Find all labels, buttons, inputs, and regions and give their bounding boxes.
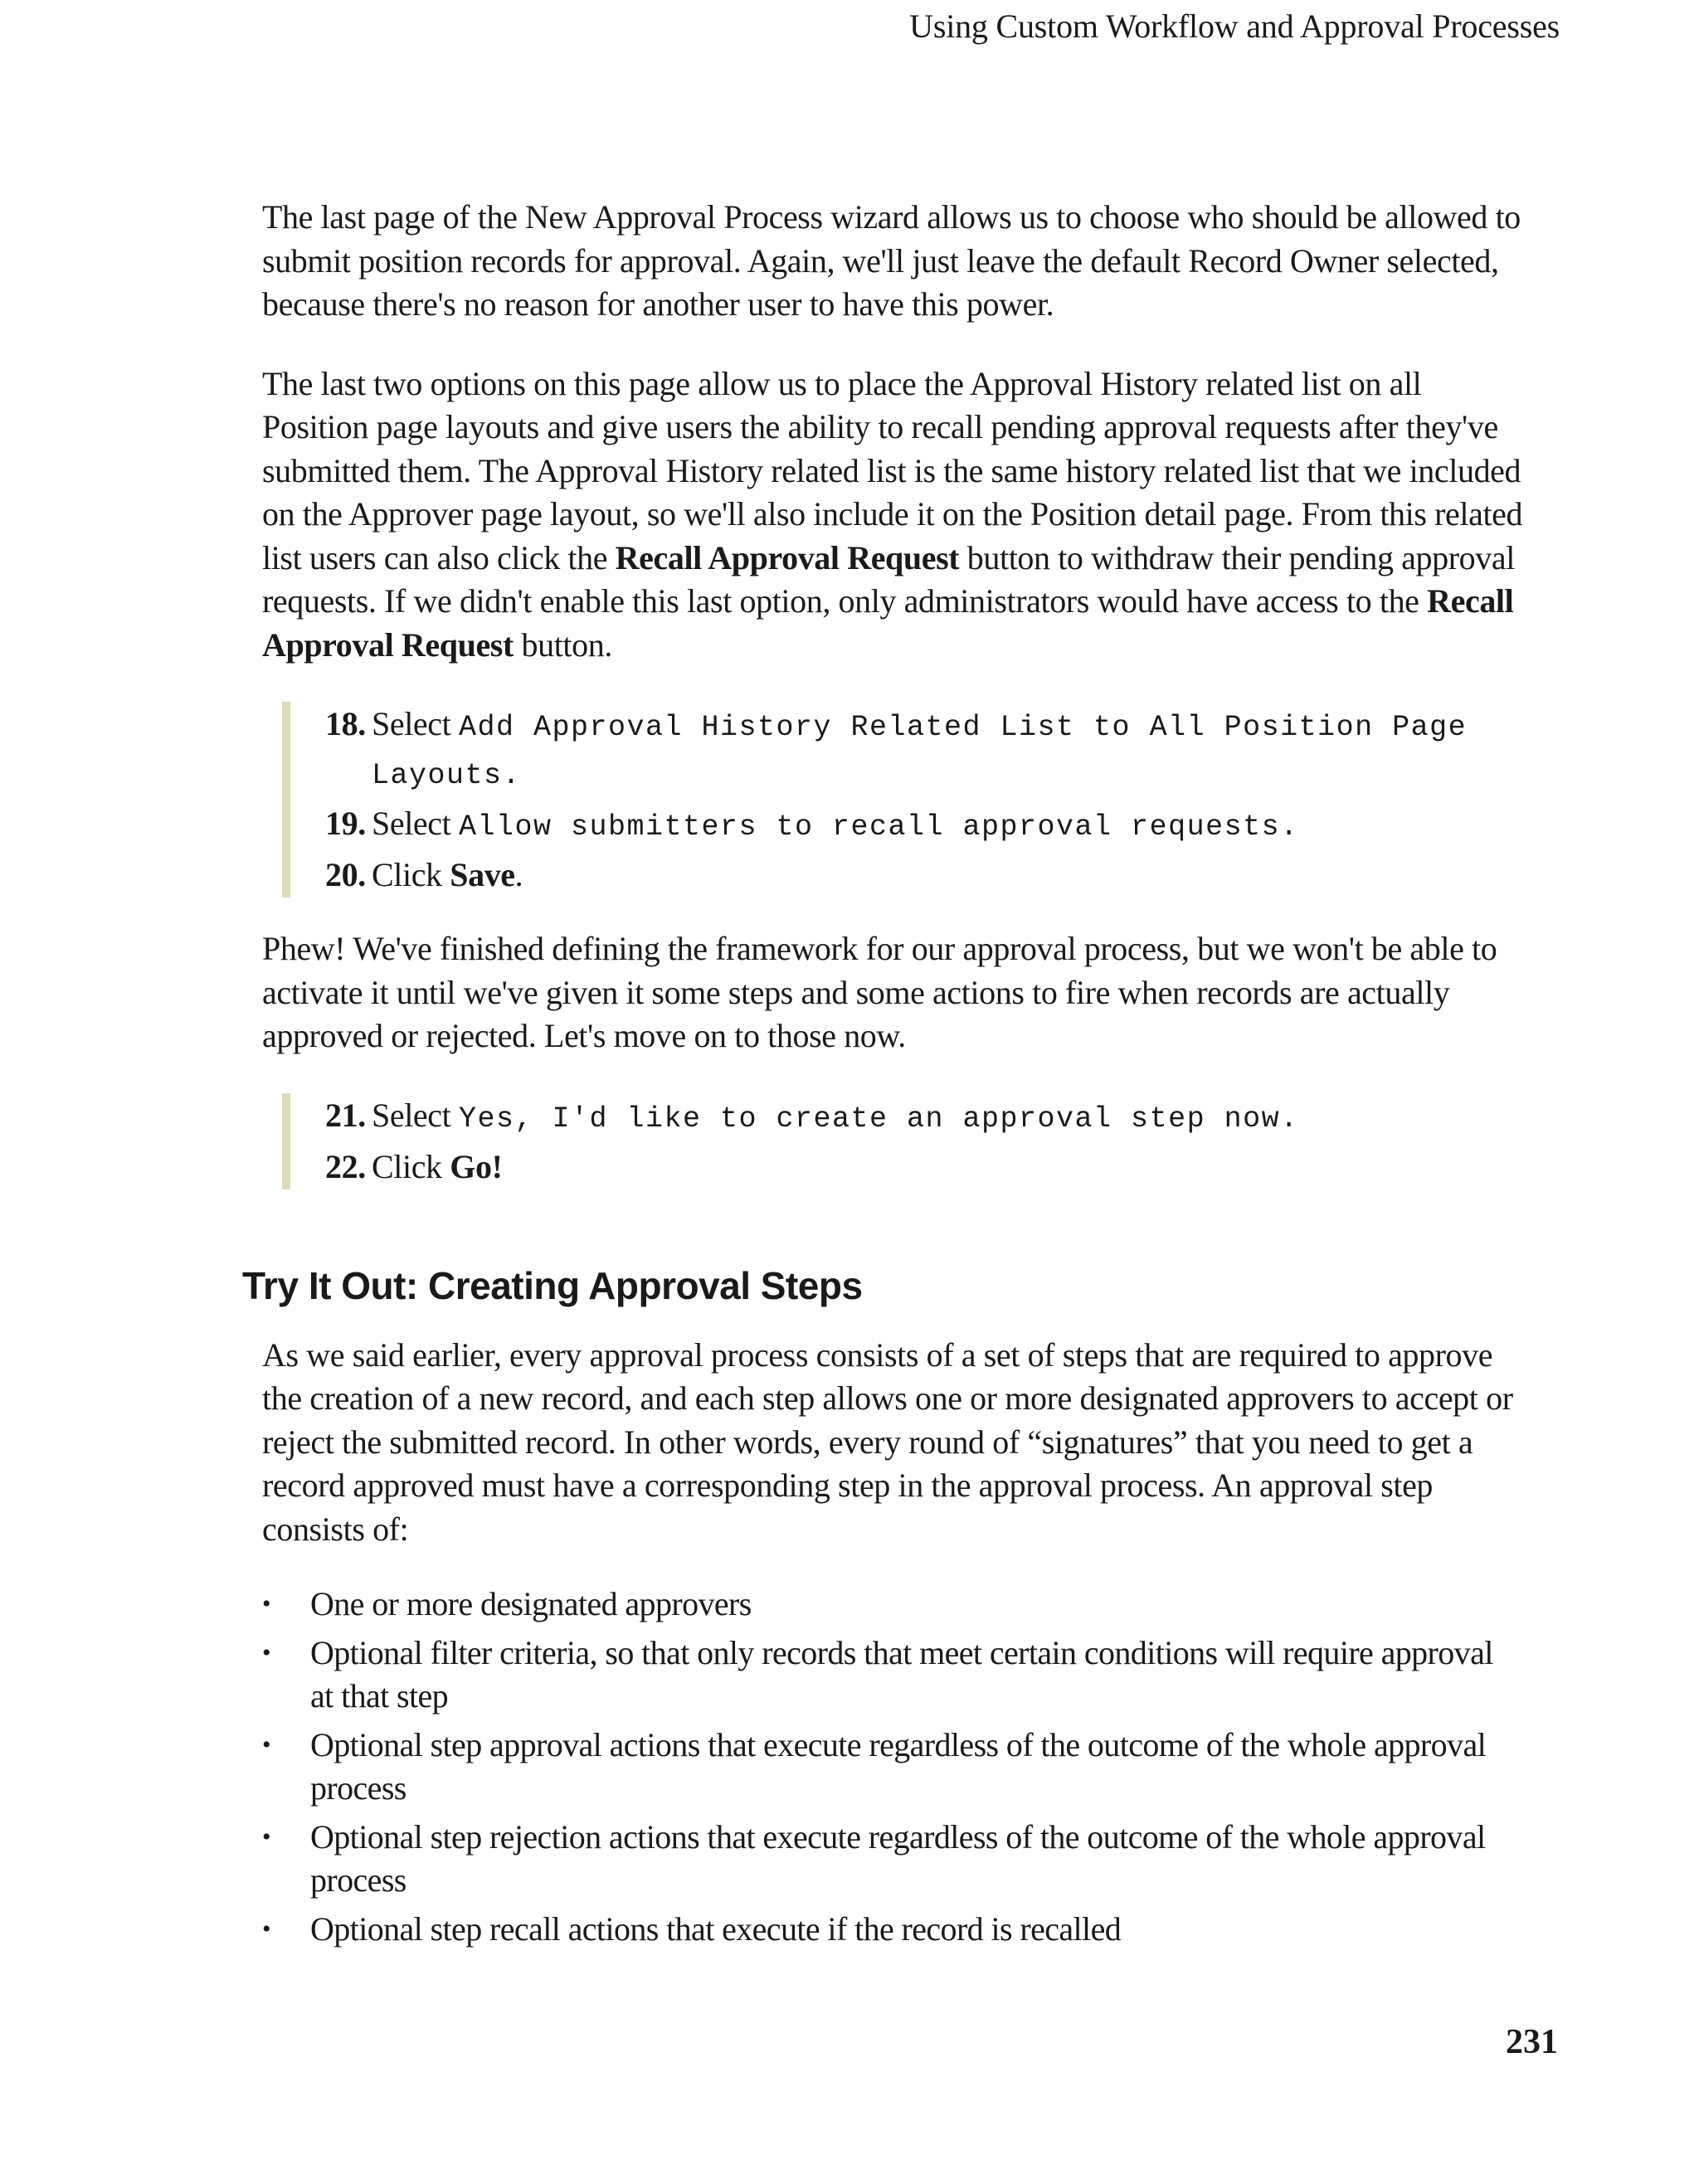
section-heading: Try It Out: Creating Approval Steps xyxy=(242,1263,863,1307)
paragraph-text: button to withdraw their pending approval requests. If we didn't enable this last option, only administrators would have access to the xyxy=(262,538,1515,620)
list-item xyxy=(262,1724,1523,1811)
step-number: 21. xyxy=(325,1096,366,1134)
paragraph-text: button. xyxy=(513,625,612,664)
step-text xyxy=(372,702,1523,798)
paragraph-text: The last two options on this page allow us to place the Approval History related list on all Position page layouts and give users the ability to recall pending approval requests after they've submitted them. The Approval History related list is the same history related list that we included on the Approver page layout, so we'll also include it on the Position detail page. From this related list users can also click the xyxy=(262,364,1523,576)
list-item-text: Optional filter criteria, so that only records that meet certain conditions will require approval at that step xyxy=(310,1633,1493,1715)
list-item-text: Optional step approval actions that execute regardless of the outcome of the whole approval process xyxy=(310,1725,1487,1807)
step-verb: Select xyxy=(372,1096,459,1134)
step-18 xyxy=(325,702,1523,798)
running-header: Using Custom Workflow and Approval Processes xyxy=(909,7,1560,45)
step-text xyxy=(372,1145,1523,1189)
step-number: 20. xyxy=(325,856,366,893)
step-19 xyxy=(325,801,1523,849)
paragraph-approval-step-definition: As we said earlier, every approval process consists of a set of steps that are required to approve the creation of a new record, and each step allows one or more designated approvers to accept or reject the submitted record. In other words, every round of “signatures” that you need to get a record approved must have a corresponding step in the approval process. An approval step consists of: xyxy=(262,1335,1513,1548)
step-verb: Select xyxy=(372,705,459,742)
paragraph-approval-history xyxy=(262,362,1523,668)
bullet-icon: • xyxy=(262,1822,270,1851)
ui-term-recall-approval-request: Recall Approval Request xyxy=(615,538,960,576)
bullet-icon: • xyxy=(262,1730,270,1758)
list-item xyxy=(262,1816,1523,1903)
step-text xyxy=(372,1093,1523,1141)
step-verb: Click xyxy=(372,1147,450,1185)
steps-block-21-22 xyxy=(282,1093,1523,1189)
bullet-icon: • xyxy=(262,1590,270,1617)
step-tail: . xyxy=(514,856,523,893)
bullet-icon: • xyxy=(262,1914,270,1943)
paragraph-framework: Phew! We've finished defining the framework for our approval process, but we won't be able to activate it until we've given it some steps and some actions to fire when records are actually approved or rejected. Let's move on to those now. xyxy=(262,930,1497,1054)
list-item-text: Optional step recall actions that execute if the record is recalled xyxy=(310,1909,1122,1948)
step-number: 22. xyxy=(325,1147,366,1185)
step-verb: Select xyxy=(372,805,459,842)
step-code: Add Approval History Related List to All Position Page Layouts. xyxy=(372,711,1468,792)
ui-term-go: Go! xyxy=(450,1147,503,1185)
paragraph-submitters: The last page of the New Approval Process wizard allows us to choose who should be allowed to submit position records for approval. Again, we'll just leave the default Record Owner selected, because there's no reason for another user to have this power. xyxy=(262,198,1521,323)
approval-step-components-list xyxy=(262,1583,1523,1951)
step-verb: Click xyxy=(372,856,450,893)
step-22 xyxy=(325,1145,1523,1189)
step-number: 18. xyxy=(325,705,366,742)
list-item xyxy=(262,1583,1523,1627)
ui-term-recall-approval-request: Recall Approval Request xyxy=(262,582,1514,664)
step-text xyxy=(372,853,1523,897)
steps-block-18-20 xyxy=(282,702,1523,897)
step-21 xyxy=(325,1093,1523,1141)
ui-term-save: Save xyxy=(450,856,515,893)
page-content xyxy=(242,196,1523,1956)
bullet-icon: • xyxy=(262,1638,270,1666)
step-code: Allow submitters to recall approval requests. xyxy=(458,810,1299,844)
step-code: Yes, I'd like to create an approval step now. xyxy=(458,1102,1299,1136)
list-item-text: One or more designated approvers xyxy=(310,1585,752,1622)
list-item xyxy=(262,1908,1523,1952)
page-number: 231 xyxy=(1506,2023,1558,2061)
list-item-text: Optional step rejection actions that execute regardless of the outcome of the whole approval process xyxy=(310,1817,1486,1899)
list-item xyxy=(262,1632,1523,1719)
step-text xyxy=(372,801,1523,849)
step-20 xyxy=(325,853,1523,897)
step-number: 19. xyxy=(325,805,366,842)
